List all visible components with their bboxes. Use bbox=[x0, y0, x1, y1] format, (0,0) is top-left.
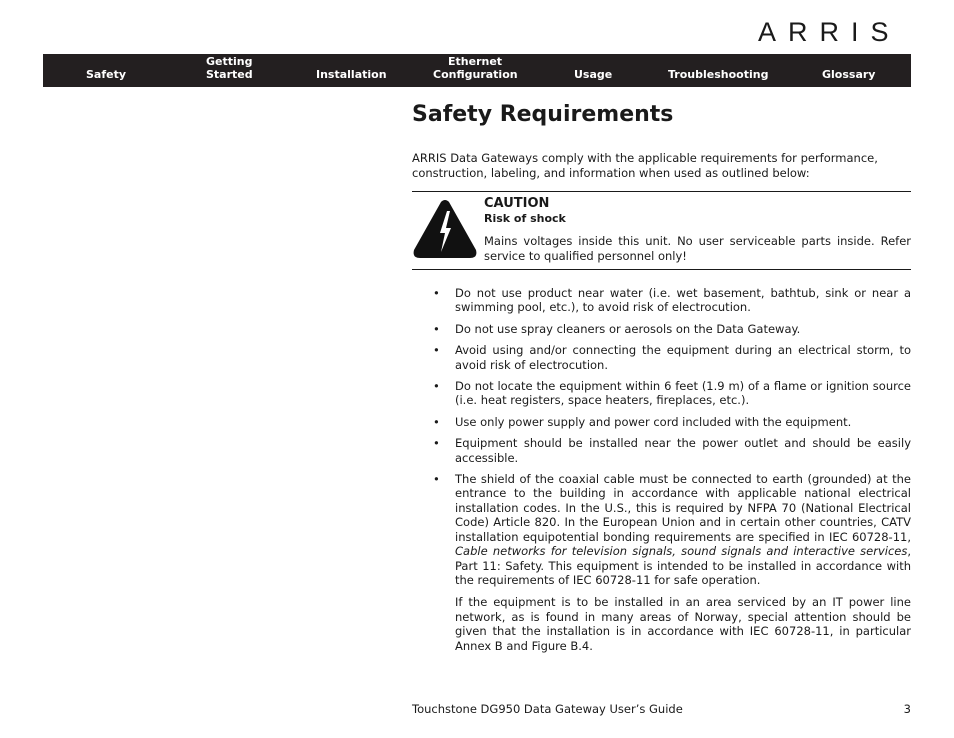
list-item bbox=[412, 322, 911, 336]
safety-bullet-list bbox=[412, 286, 911, 660]
caution-box bbox=[412, 191, 911, 270]
list-item-text: Do not use spray cleaners or aerosols on the Data Gateway. bbox=[455, 321, 801, 336]
caution-subtitle: Risk of shock bbox=[484, 212, 566, 225]
standard-title-italic: Cable networks for television signals, sound signals and interactive services bbox=[455, 544, 908, 559]
nav-label-line2: Usage bbox=[574, 68, 613, 81]
bullet-icon: • bbox=[433, 472, 440, 487]
page-footer bbox=[412, 702, 911, 717]
bullet-icon: • bbox=[433, 286, 440, 300]
nav-safety[interactable] bbox=[86, 68, 206, 87]
top-navigation bbox=[43, 54, 911, 87]
page-number: 3 bbox=[903, 702, 911, 716]
list-item-text: Do not locate the equipment within 6 feet (1.9 m) of a flame or ignition source (i.e. heat registers, space heaters, fireplaces, etc.). bbox=[455, 379, 911, 408]
bullet-icon: • bbox=[433, 379, 440, 394]
nav-label-line1: Ethernet bbox=[448, 55, 503, 68]
list-item-grounding bbox=[412, 472, 911, 653]
arris-logo bbox=[758, 18, 912, 46]
nav-usage[interactable] bbox=[574, 68, 668, 87]
logo-text: ARRIS bbox=[758, 18, 901, 46]
it-power-network-paragraph: If the equipment is to be installed in an area serviced by an IT power line network, as is found in many areas of Norway, special attention should be given that the installation is in accordance with IEC 60728-11, in particular Annex B and Figure B.4. bbox=[455, 595, 911, 653]
nav-glossary[interactable] bbox=[822, 68, 902, 87]
nav-installation[interactable] bbox=[316, 68, 433, 87]
bullet-icon: • bbox=[433, 343, 440, 358]
list-item bbox=[412, 436, 911, 465]
caution-title: CAUTION bbox=[484, 196, 550, 211]
bullet-icon: • bbox=[433, 414, 440, 429]
page-header bbox=[412, 100, 911, 130]
list-item-text: Do not use product near water (i.e. wet basement, bathtub, sink or near a swimming pool, etc.), to avoid risk of electrocution. bbox=[455, 286, 911, 315]
list-item bbox=[412, 286, 911, 315]
list-item-text: Avoid using and/or connecting the equipment during an electrical storm, to avoid risk of electrocution. bbox=[455, 343, 911, 372]
nav-ethernet-configuration[interactable] bbox=[433, 55, 574, 87]
list-item-text: Use only power supply and power cord included with the equipment. bbox=[455, 414, 852, 429]
guide-title: Touchstone DG950 Data Gateway User’s Guide bbox=[412, 702, 683, 716]
nav-label-line1: Getting bbox=[206, 55, 253, 68]
nav-label-line2: Troubleshooting bbox=[668, 68, 769, 81]
bullet-icon: • bbox=[433, 321, 440, 336]
caution-body: Mains voltages inside this unit. No user serviceable parts inside. Refer service to qualified personnel only! bbox=[484, 234, 911, 263]
list-item bbox=[412, 379, 911, 408]
nav-label-line2: Safety bbox=[86, 68, 127, 81]
list-item bbox=[412, 415, 911, 429]
grounding-paragraph bbox=[455, 472, 911, 587]
intro-paragraph: ARRIS Data Gateways comply with the applicable requirements for performance, construction, labeling, and information when used as outlined below: bbox=[412, 151, 878, 180]
nav-getting-started[interactable] bbox=[206, 55, 316, 87]
nav-label-line2: Glossary bbox=[822, 68, 876, 81]
nav-label-line2: Configuration bbox=[433, 68, 518, 81]
bullet-icon: • bbox=[433, 436, 440, 451]
grounding-text-part2: , Part 11: Safety. This equipment is intended to be installed in accordance with the requirements of IEC 60728-11 for safe operation. bbox=[455, 544, 911, 587]
nav-label-line2: Installation bbox=[316, 68, 387, 81]
list-item-text: Equipment should be installed near the power outlet and should be easily accessible. bbox=[455, 436, 911, 465]
nav-label-line2: Started bbox=[206, 68, 253, 81]
grounding-text-part1: The shield of the coaxial cable must be connected to earth (grounded) at the entrance to the building in accordance with applicable national electrical installation codes. In the U.S., this is required by NFPA 70 (National Electrical Code) Article 820. In the European Union and in certain other countries, CATV installation equipotential bonding requirements are specified in IEC 60728-11, bbox=[455, 472, 911, 544]
list-item bbox=[412, 343, 911, 372]
electric-shock-warning-icon bbox=[412, 199, 478, 265]
page-title: Safety Requirements bbox=[412, 102, 674, 127]
nav-troubleshooting[interactable] bbox=[668, 68, 822, 87]
